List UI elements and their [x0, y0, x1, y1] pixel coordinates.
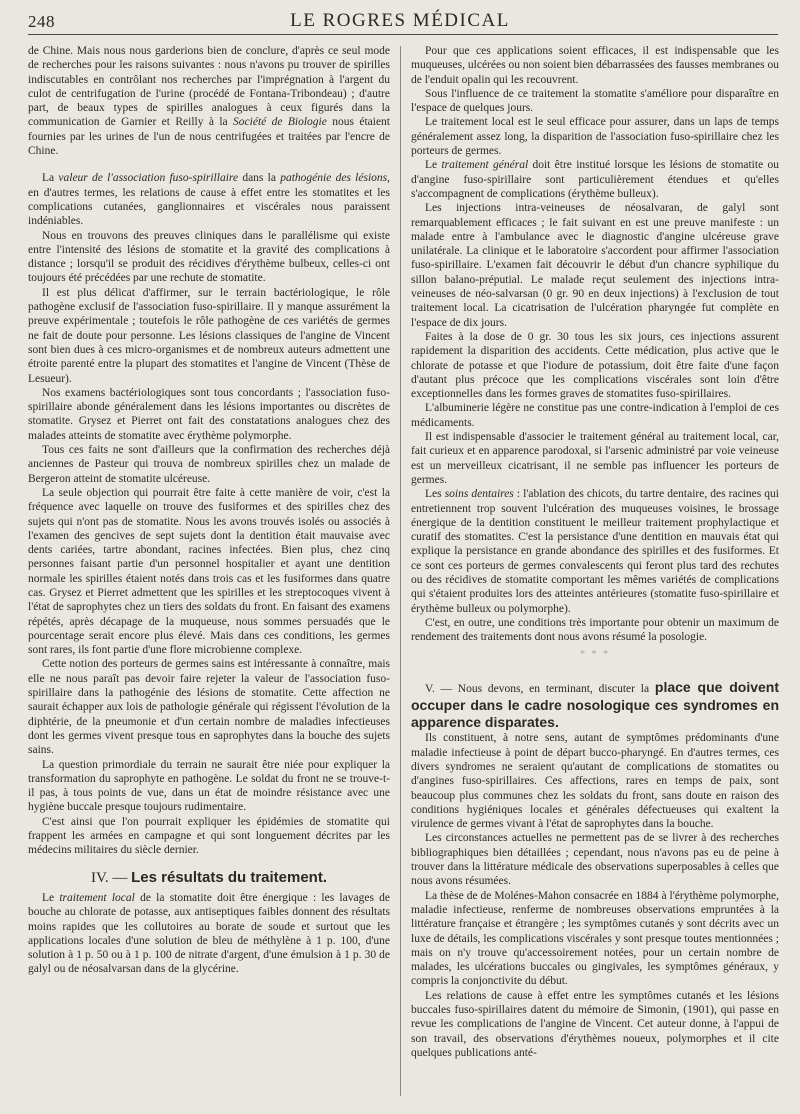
paragraph	[411, 679, 779, 731]
right-column	[411, 44, 779, 1060]
paragraph-text: Le	[42, 891, 60, 904]
journal-reference: Société de Biologie	[233, 116, 327, 129]
paragraph-text: dans la	[238, 172, 281, 185]
paragraph: Il est plus délicat d'affirmer, sur le terrain bactériologique, le rôle pathogène exclusif de l'association fuso-spirillaire. Il y manque assurément la preuve expérimentale ; toutefois le rôle pathogène de ces variétés de germes ne fait de doute pour personne. Les lésions classiques de l'angine de Vincent sont bien dues à ces micro-organismes et de nombreux auteurs admettent une étroite parenté entre la plupart des stomatites et l'angine de Vincent (Thèse de Lesueur).	[28, 286, 390, 385]
paragraph: Le traitement local est le seul efficace pour assurer, dans un laps de temps généralement assez long, la disparition de l'association fuso-spirillaire chez les porteurs de germes.	[411, 116, 779, 158]
paragraph	[411, 487, 779, 616]
paragraph-text: nous étaient fournies par les urines de l'un de nous centrifugées et traitées par l'encre de Chine.	[28, 116, 390, 158]
paragraph-text: : l'ablation des chicots, du tartre dentaire, des racines qui entretiennent trop souvent l'ulcération des muqueuses voisines, le brossage énergique de la dentition constituent le meilleur traitement prophylactique et curatif des stomatites. C'est la persistance d'une dentition en mauvais état qui explique la persistance en grande abondance des spirilles et des fusiformes. Et ce sont ces porteurs de germes convalescents qui feront plus tard des rechutes ou des récidives de stomatite comportant les mêmes variétés de complications qui s'étaient produites lors des atteintes antérieures (stomatite fuso-spirillaire et érythème bulleux ou polymorphe).	[411, 488, 779, 615]
paragraph: La question primordiale du terrain ne saurait être niée pour expliquer la transformation du saprophyte en pathogène. Le soldat du front ne se trouve-t-il pas, à tous points de vue, dans un état de moindre résistance avec une hygiène buccale presque toujours rudimentaire.	[28, 758, 390, 814]
paragraph: Pour que ces applications soient efficaces, il est indispensable que les muqueuses, ulcérées ou non soient bien débarrassées des fausses membranes ou de l'enduit opalin qui les recouvrent.	[411, 45, 779, 86]
emphasis: soins dentaires	[444, 488, 514, 501]
emphasis: traitement général	[441, 159, 529, 172]
column-separator	[400, 46, 401, 1096]
paragraph-text: Le	[425, 159, 442, 172]
paragraph: C'est ainsi que l'on pourrait expliquer les épidémies de stomatite qui frappent les armées en campagne et qui sont longuement décrites par les médecins militaires du siècle dernier.	[28, 815, 390, 857]
paragraph-text: , en d'autres termes, les relations de cause à effet entre les stomatites et les complications cutanées, ganglionnaires et viscérales nous paraissent indéniables.	[28, 172, 391, 228]
paragraph: C'est, en outre, une conditions très importante pour obtenir un maximum de rendement des traitements dont nous avons résumé la posologie.	[411, 616, 779, 644]
left-column	[28, 44, 390, 977]
paragraph: Cette notion des porteurs de germes sains est intéressante à connaître, mais elle ne nous paraît pas devoir faire rejeter la valeur de l'association fuso-spirillaire dans la pathogénie des lésions de stomatite. Cette affection ne saurait échapper aux lois de pathologie générale qui régissent l'évolution de la diphtérie, de la pneumonie et d'un certain nombre de maladies infectieuses dont les germes vivent presque tous en saprophytes dans la bouche des sujets sains.	[28, 658, 390, 757]
paragraph: Ils constituent, à notre sens, autant de symptômes prédominants d'une maladie infectieuse à point de départ bucco-pharyngé. En d'autres termes, ces divers syndromes ne seraient qu'autant de complications de stomatites ou d'angines fuso-spirillaires. Ces affections, rares en temps de paix, sont beaucoup plus communes chez les soldats du front, sans doute en raison des conditions hygiéniques locales et générales défectueuses qui exaltent la virulence de germes vivant à l'état de saprophytes dans la bouche.	[411, 732, 779, 831]
spacer	[411, 666, 779, 679]
paragraph: Nos examens bactériologiques sont tous concordants ; l'association fuso-spirillaire abonde généralement dans les lésions importantes ou discrètes de stomatite. Grysez et Pierret ont fait des constatations analogues chez des malades atteints de stomatite avec érythème polymorphe.	[28, 386, 390, 442]
paragraph: Les relations de cause à effet entre les symptômes cutanés et les lésions buccales fuso-spirillaires datent du mémoire de Simonin, (1901), qui passe en revue les complications de l'angine de Vincent. Cet auteur donne, à l'appui de son travail, des observations d'érythèmes noueux, polymorphes et il cite quelques publications anté-	[411, 989, 779, 1059]
paragraph	[28, 171, 390, 228]
paragraph-text: Les	[425, 488, 445, 501]
section-heading	[28, 868, 390, 886]
section-separator-stars: * * *	[580, 649, 610, 661]
journal-title: LE ROGRES MÉDICAL	[290, 10, 510, 31]
paragraph	[28, 891, 390, 977]
paragraph: Il est indispensable d'associer le traitement général au traitement local, car, fait curieux et en apparence parodoxal, si l'arsenic administré par voie veineuse est un merveilleux cicatrisant, il ne semble pas influencer les porteurs de germes.	[411, 431, 779, 486]
paragraph-text: de la stomatite doit être énergique : les lavages de bouche au chlorate de potasse, aux antiseptiques faibles donnent des résultats moins rapides que les collutoires au borate de soude et surtout que les applications locales d'une solution de bleu de méthylène à 1 p. 100, d'une solution à 1 p. 50 ou à 1 p. 100 de nitrate d'argent, d'une émulsion à 1 p. 30 de galyl ou de néosalvarsan dans de la glycérine.	[28, 891, 390, 976]
paragraph-text: de Chine. Mais nous nous garderions bien de conclure, d'après ce seul mode de recherches pour les raisons suivantes : nous n'avons pu trouver de spirilles indiscutables en contrôlant nos recherches par l'imprégnation à l'argent du culot de centrifugation de l'urine (procédé de Fontana-Tribondeau) ; d'autre part, de beaux types de spirilles analogues à ceux figurés dans la communication de Garnier et Reilly à la	[28, 45, 390, 129]
emphasis: pathogénie des lésions	[280, 172, 388, 185]
paragraph-text: La	[42, 172, 59, 185]
section-heading-bold: place que doivent occuper dans le cadre nosologique ces syndromes en apparence disparates.	[411, 679, 780, 731]
paragraph	[28, 44, 390, 158]
paragraph: Les circonstances actuelles ne permettent pas de se livrer à des recherches bibliographiques bien détaillées ; cependant, nous n'avons pas eu de peine à trouver dans la littérature médicale des observations superposables à celles que nous avons résumées.	[411, 832, 779, 888]
emphasis: traitement local	[59, 891, 135, 904]
paragraph-text: V. — Nous devons, en terminant, discuter la	[425, 683, 655, 696]
header-rule	[28, 34, 778, 35]
spacer	[28, 158, 390, 171]
page-number: 248	[28, 12, 55, 31]
paragraph: L'albuminerie légère ne constitue pas une contre-indication à l'emploi de ces médicaments.	[411, 402, 779, 429]
paragraph: Nous en trouvons des preuves cliniques dans le parallélisme qui existe entre l'intensité des lésions de stomatite et la gravité des complications à distance ; lorsqu'il se produit des récidives d'érythème bulbeux, celles-ci ont toujours été précédées par une rechute de stomatite.	[28, 229, 390, 285]
paragraph-text: doit être institué lorsque les lésions de stomatite ou d'angine fuso-spirillaire sont particulièrement étendues et qu'elles s'accompagnent de complications (érythème bulleux).	[411, 159, 779, 200]
paragraph: Faites à la dose de 0 gr. 30 tous les six jours, ces injections assurent rapidement la disparition des accidents. Cette médication, plus active que le chlorate de potasse et que l'iodure de potassium, doit être faite d'une façon d'autant plus précoce que les complications viscérales sont loin d'être exceptionnelles dans les formes graves de stomatites fuso-spirillaires.	[411, 330, 779, 401]
paragraph: Tous ces faits ne sont d'ailleurs que la confirmation des recherches déjà anciennes de Pasteur qui trouva de nombreux spirilles chez un malade de Bergeron atteint de stomatite ulcéreuse.	[28, 444, 390, 485]
paragraph	[411, 158, 779, 201]
running-header	[0, 4, 800, 30]
emphasis: valeur de l'association fuso-spirillaire	[58, 172, 239, 185]
paragraph: Sous l'influence de ce traitement la stomatite s'améliore pour disparaître en l'espace de quelques jours.	[411, 87, 779, 115]
paragraph: La seule objection qui pourrait être faite à cette manière de voir, c'est la fréquence avec laquelle on trouve des fusiformes et des spirilles chez des sujets qui n'ont pas de stomatite. Nous les avons trouvés isolés ou associés à l'examen des gencives de sept sujets dont la dentition était mauvaise avec dents cariées, tartre abondant, racines infectées. Bien plus, chez cinq personnes faisant partie d'un personnel hospitalier et ayant une dentition normale les spirilles étaient notés dans trois cas et les fusiformes dans quatre cas. Grysez et Pierret admettent que les spirilles et les streptocoques vivent à l'état de saprophytes chez un tiers des soldats du front. En faisant des examens répétés, après décapage de la muqueuse, nous sommes persuadés que le pourcentage serait encore plus élevé. Mais dans ces conditions, les germes sont rares, ils font partie d'une flore microbienne complexe.	[28, 486, 390, 657]
paragraph: La thèse de de Molénes-Mahon consacrée en 1884 à l'érythème polymorphe, maladie infectieuse, renferme de nombreuses observations empruntées à la littérature française et étrangère ; les symptômes cutanés y sont décrits avec un luxe de détails, les complications viscérales y sont presque toutes mentionnées ; mais on n'y trouve qu'accessoirement notées, pour un certain nombre de malades, les ulcérations buccales ou gingivales, les symptômes généraux, y compris la conjonctivite du début.	[411, 889, 779, 988]
section-title: Les résultats du traitement.	[131, 868, 328, 886]
paragraph: Les injections intra-veineuses de néosalvaran, de galyl sont remarquablement efficaces ; le fait suivant en est une preuve manifeste : un malade entre à l'ambulance avec le diagnostic d'angine ulcéreuse grave unilatérale. La clinique et le laboratoire s'accordent pour affirmer l'association fuso-spirillaire. L'examen fait découvrir le début d'un chancre syphilique du sillon balano-préputial. Le malade reçut seulement des injections intra-veineuses de néo-salvarsan (0 gr. 90 en deux injections) à l'exclusion de tout traitement local. La cicatrisation de l'ulcération pharyngée fut complète en l'espace de dix jours.	[411, 202, 779, 329]
section-number: IV. —	[90, 869, 132, 886]
